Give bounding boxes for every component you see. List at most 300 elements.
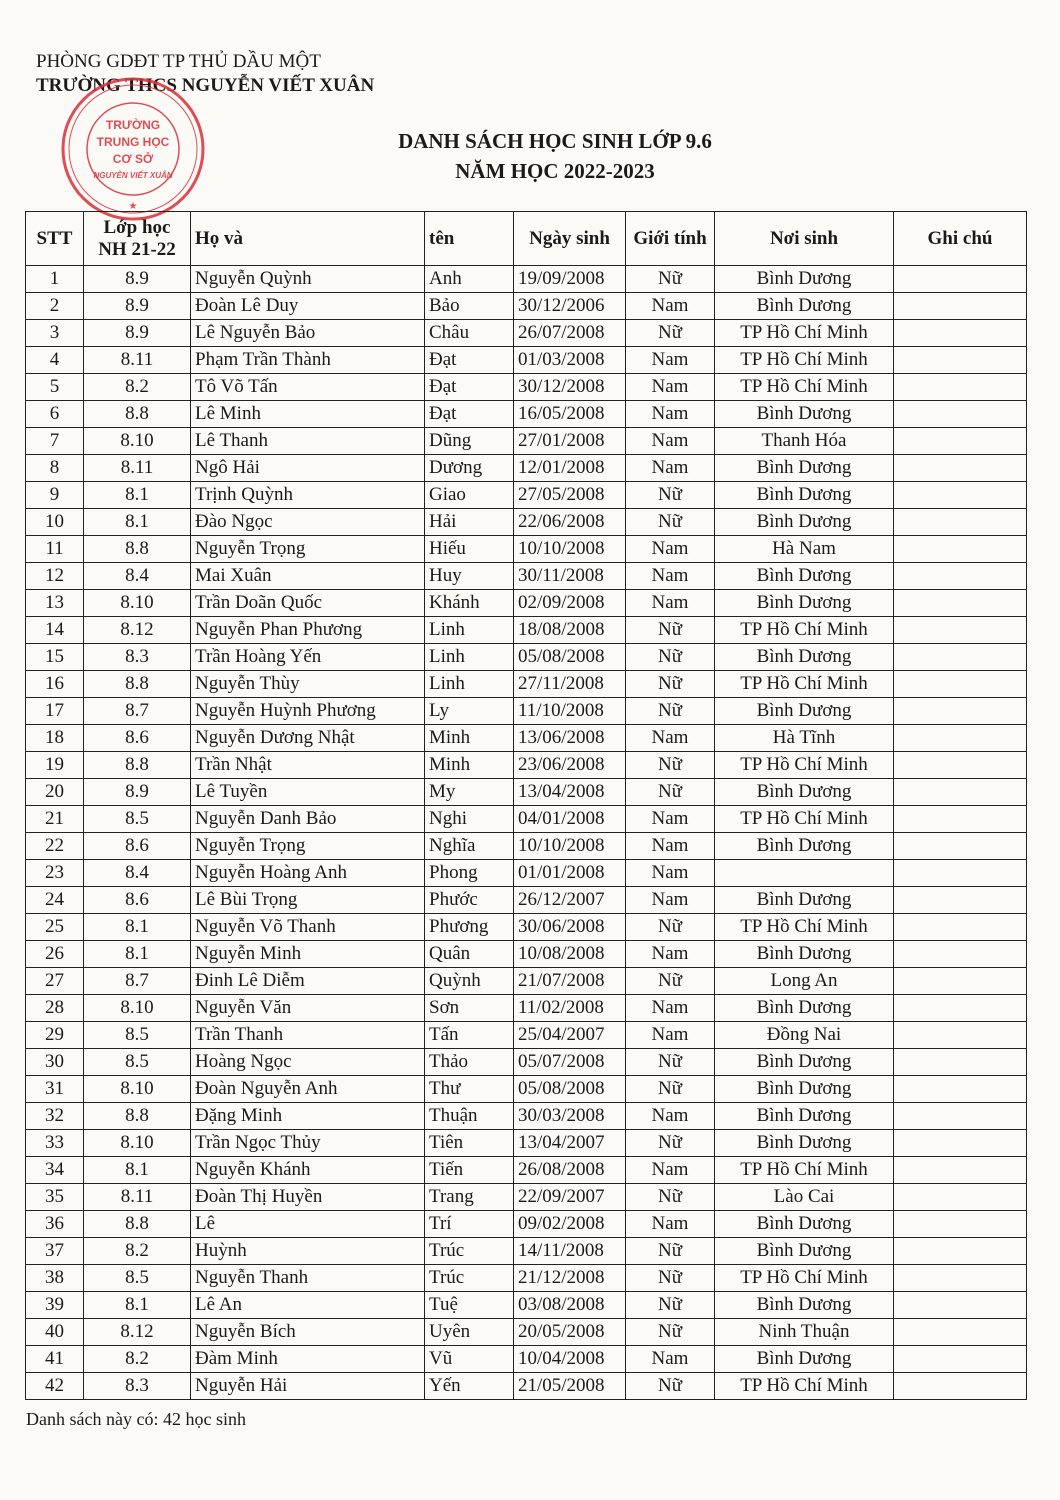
cell-gender: Nữ — [626, 482, 715, 509]
cell-given-name: Quỳnh — [425, 968, 514, 995]
cell-date-of-birth: 09/02/2008 — [514, 1211, 626, 1238]
cell-previous-class: 8.5 — [84, 1265, 191, 1292]
cell-previous-class: 8.1 — [84, 1157, 191, 1184]
cell-note — [894, 401, 1027, 428]
cell-surname: Trần Doãn Quốc — [191, 590, 425, 617]
cell-birthplace: Lào Cai — [715, 1184, 894, 1211]
cell-note — [894, 1319, 1027, 1346]
cell-note — [894, 1373, 1027, 1400]
table-row — [26, 293, 1027, 320]
cell-birthplace: Bình Dương — [715, 590, 894, 617]
table-row — [26, 563, 1027, 590]
cell-previous-class: 8.6 — [84, 887, 191, 914]
cell-gender: Nữ — [626, 671, 715, 698]
cell-stt: 33 — [26, 1130, 84, 1157]
cell-note — [894, 644, 1027, 671]
cell-given-name: Đạt — [425, 347, 514, 374]
cell-date-of-birth: 04/01/2008 — [514, 806, 626, 833]
table-row — [26, 1130, 1027, 1157]
cell-note — [894, 509, 1027, 536]
cell-previous-class: 8.3 — [84, 1373, 191, 1400]
cell-surname: Đào Ngọc — [191, 509, 425, 536]
cell-surname: Nguyễn Trọng — [191, 536, 425, 563]
cell-surname: Đàm Minh — [191, 1346, 425, 1373]
cell-birthplace: TP Hồ Chí Minh — [715, 1265, 894, 1292]
cell-birthplace: Bình Dương — [715, 995, 894, 1022]
cell-gender: Nam — [626, 590, 715, 617]
table-row — [26, 941, 1027, 968]
cell-surname: Tô Võ Tấn — [191, 374, 425, 401]
cell-birthplace: Bình Dương — [715, 401, 894, 428]
svg-text:NGUYỄN VIẾT XUÂN: NGUYỄN VIẾT XUÂN — [93, 171, 173, 180]
cell-note — [894, 536, 1027, 563]
cell-note — [894, 806, 1027, 833]
cell-date-of-birth: 26/12/2007 — [514, 887, 626, 914]
cell-note — [894, 914, 1027, 941]
cell-given-name: Anh — [425, 266, 514, 293]
cell-date-of-birth: 23/06/2008 — [514, 752, 626, 779]
cell-date-of-birth: 30/06/2008 — [514, 914, 626, 941]
cell-date-of-birth: 13/04/2007 — [514, 1130, 626, 1157]
cell-birthplace: Bình Dương — [715, 1238, 894, 1265]
title-line-1: DANH SÁCH HỌC SINH LỚP 9.6 — [398, 129, 712, 153]
document-title — [0, 126, 1060, 186]
cell-date-of-birth: 10/08/2008 — [514, 941, 626, 968]
cell-stt: 21 — [26, 806, 84, 833]
cell-given-name: Uyên — [425, 1319, 514, 1346]
cell-previous-class: 8.7 — [84, 698, 191, 725]
cell-surname: Lê Thanh — [191, 428, 425, 455]
cell-date-of-birth: 03/08/2008 — [514, 1292, 626, 1319]
cell-birthplace: Bình Dương — [715, 1049, 894, 1076]
cell-gender: Nữ — [626, 320, 715, 347]
table-row — [26, 482, 1027, 509]
table-row — [26, 401, 1027, 428]
cell-birthplace: Thanh Hóa — [715, 428, 894, 455]
header-class-line1: Lớp học — [103, 216, 171, 238]
cell-given-name: Châu — [425, 320, 514, 347]
cell-given-name: Thư — [425, 1076, 514, 1103]
cell-gender: Nữ — [626, 1049, 715, 1076]
cell-given-name: Tiên — [425, 1130, 514, 1157]
school-name: TRƯỜNG THCS NGUYỄN VIẾT XUÂN — [36, 75, 375, 96]
cell-surname: Lê Bùi Trọng — [191, 887, 425, 914]
cell-previous-class: 8.9 — [84, 293, 191, 320]
cell-birthplace: Bình Dương — [715, 455, 894, 482]
cell-gender: Nữ — [626, 266, 715, 293]
cell-birthplace: TP Hồ Chí Minh — [715, 347, 894, 374]
cell-birthplace: Bình Dương — [715, 293, 894, 320]
cell-previous-class: 8.6 — [84, 833, 191, 860]
cell-stt: 16 — [26, 671, 84, 698]
cell-surname: Nguyễn Võ Thanh — [191, 914, 425, 941]
cell-date-of-birth: 11/02/2008 — [514, 995, 626, 1022]
cell-stt: 26 — [26, 941, 84, 968]
cell-stt: 13 — [26, 590, 84, 617]
cell-birthplace: Bình Dương — [715, 482, 894, 509]
cell-stt: 3 — [26, 320, 84, 347]
table-row — [26, 1373, 1027, 1400]
cell-date-of-birth: 21/05/2008 — [514, 1373, 626, 1400]
cell-stt: 7 — [26, 428, 84, 455]
cell-surname: Ngô Hải — [191, 455, 425, 482]
cell-stt: 22 — [26, 833, 84, 860]
cell-previous-class: 8.5 — [84, 1049, 191, 1076]
cell-given-name: Sơn — [425, 995, 514, 1022]
cell-previous-class: 8.11 — [84, 455, 191, 482]
cell-stt: 5 — [26, 374, 84, 401]
cell-gender: Nam — [626, 860, 715, 887]
table-row — [26, 1211, 1027, 1238]
cell-birthplace: Bình Dương — [715, 779, 894, 806]
cell-date-of-birth: 20/05/2008 — [514, 1319, 626, 1346]
cell-previous-class: 8.10 — [84, 1076, 191, 1103]
cell-stt: 11 — [26, 536, 84, 563]
cell-gender: Nam — [626, 806, 715, 833]
svg-text:TRUNG HỌC: TRUNG HỌC — [96, 135, 170, 149]
cell-stt: 20 — [26, 779, 84, 806]
cell-gender: Nữ — [626, 1265, 715, 1292]
cell-date-of-birth: 01/01/2008 — [514, 860, 626, 887]
table-row — [26, 968, 1027, 995]
cell-stt: 4 — [26, 347, 84, 374]
cell-date-of-birth: 27/05/2008 — [514, 482, 626, 509]
cell-note — [894, 779, 1027, 806]
cell-note — [894, 347, 1027, 374]
cell-previous-class: 8.10 — [84, 1130, 191, 1157]
cell-previous-class: 8.2 — [84, 374, 191, 401]
cell-previous-class: 8.1 — [84, 914, 191, 941]
table-row — [26, 1319, 1027, 1346]
cell-gender: Nam — [626, 1022, 715, 1049]
cell-previous-class: 8.8 — [84, 1103, 191, 1130]
cell-previous-class: 8.12 — [84, 617, 191, 644]
cell-previous-class: 8.1 — [84, 941, 191, 968]
table-row — [26, 509, 1027, 536]
cell-note — [894, 320, 1027, 347]
cell-note — [894, 752, 1027, 779]
cell-gender: Nữ — [626, 1319, 715, 1346]
table-row — [26, 698, 1027, 725]
table-row — [26, 590, 1027, 617]
cell-gender: Nữ — [626, 1130, 715, 1157]
cell-previous-class: 8.5 — [84, 806, 191, 833]
cell-surname: Nguyễn Phan Phương — [191, 617, 425, 644]
cell-surname: Nguyễn Bích — [191, 1319, 425, 1346]
cell-birthplace: Bình Dương — [715, 887, 894, 914]
cell-surname: Đặng Minh — [191, 1103, 425, 1130]
cell-gender: Nữ — [626, 509, 715, 536]
table-row — [26, 725, 1027, 752]
cell-note — [894, 1130, 1027, 1157]
svg-text:CƠ SỞ: CƠ SỞ — [112, 152, 154, 166]
cell-given-name: Hải — [425, 509, 514, 536]
cell-previous-class: 8.4 — [84, 563, 191, 590]
cell-previous-class: 8.2 — [84, 1238, 191, 1265]
cell-birthplace: Bình Dương — [715, 644, 894, 671]
cell-given-name: Dũng — [425, 428, 514, 455]
cell-stt: 15 — [26, 644, 84, 671]
cell-given-name: Trang — [425, 1184, 514, 1211]
cell-note — [894, 1211, 1027, 1238]
cell-given-name: Quân — [425, 941, 514, 968]
cell-note — [894, 293, 1027, 320]
cell-note — [894, 266, 1027, 293]
cell-stt: 12 — [26, 563, 84, 590]
cell-previous-class: 8.11 — [84, 1184, 191, 1211]
cell-previous-class: 8.8 — [84, 401, 191, 428]
cell-note — [894, 563, 1027, 590]
cell-date-of-birth: 10/10/2008 — [514, 536, 626, 563]
cell-birthplace — [715, 860, 894, 887]
cell-birthplace: Đồng Nai — [715, 1022, 894, 1049]
cell-surname: Đinh Lê Diễm — [191, 968, 425, 995]
cell-stt: 31 — [26, 1076, 84, 1103]
cell-stt: 25 — [26, 914, 84, 941]
table-row — [26, 887, 1027, 914]
cell-surname: Huỳnh — [191, 1238, 425, 1265]
cell-note — [894, 590, 1027, 617]
cell-note — [894, 455, 1027, 482]
cell-birthplace: Bình Dương — [715, 509, 894, 536]
cell-gender: Nam — [626, 374, 715, 401]
cell-previous-class: 8.6 — [84, 725, 191, 752]
cell-birthplace: Bình Dương — [715, 833, 894, 860]
cell-previous-class: 8.8 — [84, 1211, 191, 1238]
cell-birthplace: Bình Dương — [715, 266, 894, 293]
cell-date-of-birth: 21/12/2008 — [514, 1265, 626, 1292]
cell-surname: Nguyễn Thùy — [191, 671, 425, 698]
cell-surname: Đoàn Nguyễn Anh — [191, 1076, 425, 1103]
cell-note — [894, 887, 1027, 914]
cell-date-of-birth: 05/07/2008 — [514, 1049, 626, 1076]
cell-previous-class: 8.9 — [84, 779, 191, 806]
cell-gender: Nữ — [626, 752, 715, 779]
cell-stt: 17 — [26, 698, 84, 725]
cell-surname: Nguyễn Thanh — [191, 1265, 425, 1292]
cell-birthplace: Bình Dương — [715, 1076, 894, 1103]
cell-date-of-birth: 14/11/2008 — [514, 1238, 626, 1265]
svg-text:★: ★ — [128, 201, 138, 212]
cell-surname: Trần Nhật — [191, 752, 425, 779]
table-row — [26, 1076, 1027, 1103]
cell-birthplace: TP Hồ Chí Minh — [715, 671, 894, 698]
cell-previous-class: 8.1 — [84, 1292, 191, 1319]
cell-given-name: Trúc — [425, 1238, 514, 1265]
cell-given-name: Linh — [425, 617, 514, 644]
cell-gender: Nam — [626, 833, 715, 860]
cell-date-of-birth: 02/09/2008 — [514, 590, 626, 617]
header-surname: Họ và — [191, 212, 425, 266]
cell-note — [894, 860, 1027, 887]
cell-given-name: Bảo — [425, 293, 514, 320]
cell-date-of-birth: 05/08/2008 — [514, 644, 626, 671]
cell-date-of-birth: 30/12/2006 — [514, 293, 626, 320]
cell-note — [894, 1103, 1027, 1130]
cell-given-name: Phương — [425, 914, 514, 941]
cell-surname: Nguyễn Dương Nhật — [191, 725, 425, 752]
cell-previous-class: 8.8 — [84, 671, 191, 698]
cell-note — [894, 482, 1027, 509]
cell-stt: 35 — [26, 1184, 84, 1211]
cell-given-name: Linh — [425, 644, 514, 671]
cell-note — [894, 428, 1027, 455]
table-row — [26, 1265, 1027, 1292]
cell-gender: Nữ — [626, 1373, 715, 1400]
cell-surname: Phạm Trần Thành — [191, 347, 425, 374]
table-row — [26, 1292, 1027, 1319]
table-row — [26, 617, 1027, 644]
cell-stt: 38 — [26, 1265, 84, 1292]
cell-surname: Nguyễn Khánh — [191, 1157, 425, 1184]
table-row — [26, 455, 1027, 482]
cell-note — [894, 1157, 1027, 1184]
cell-stt: 29 — [26, 1022, 84, 1049]
cell-surname: Trần Thanh — [191, 1022, 425, 1049]
cell-gender: Nam — [626, 455, 715, 482]
cell-birthplace: Bình Dương — [715, 1130, 894, 1157]
table-row — [26, 779, 1027, 806]
cell-given-name: Tấn — [425, 1022, 514, 1049]
table-row — [26, 995, 1027, 1022]
title-line-2: NĂM HỌC 2022-2023 — [455, 159, 655, 183]
cell-gender: Nam — [626, 347, 715, 374]
cell-date-of-birth: 01/03/2008 — [514, 347, 626, 374]
cell-gender: Nam — [626, 1103, 715, 1130]
cell-given-name: My — [425, 779, 514, 806]
cell-date-of-birth: 10/10/2008 — [514, 833, 626, 860]
table-row — [26, 320, 1027, 347]
cell-date-of-birth: 11/10/2008 — [514, 698, 626, 725]
cell-stt: 23 — [26, 860, 84, 887]
table-row — [26, 860, 1027, 887]
cell-date-of-birth: 16/05/2008 — [514, 401, 626, 428]
cell-birthplace: TP Hồ Chí Minh — [715, 914, 894, 941]
cell-stt: 9 — [26, 482, 84, 509]
cell-birthplace: TP Hồ Chí Minh — [715, 374, 894, 401]
header-gender: Giới tính — [626, 212, 715, 266]
cell-note — [894, 968, 1027, 995]
cell-given-name: Hiếu — [425, 536, 514, 563]
cell-note — [894, 1022, 1027, 1049]
cell-note — [894, 617, 1027, 644]
header-previous-class — [84, 212, 191, 266]
cell-date-of-birth: 30/11/2008 — [514, 563, 626, 590]
cell-given-name: Huy — [425, 563, 514, 590]
table-row — [26, 752, 1027, 779]
cell-given-name: Yến — [425, 1373, 514, 1400]
cell-gender: Nữ — [626, 617, 715, 644]
student-roster-table — [25, 211, 1027, 1400]
table-row — [26, 347, 1027, 374]
table-body — [26, 266, 1027, 1400]
cell-previous-class: 8.2 — [84, 1346, 191, 1373]
cell-date-of-birth: 19/09/2008 — [514, 266, 626, 293]
table-row — [26, 1238, 1027, 1265]
cell-given-name: Tuệ — [425, 1292, 514, 1319]
cell-gender: Nữ — [626, 779, 715, 806]
cell-date-of-birth: 13/04/2008 — [514, 779, 626, 806]
cell-gender: Nam — [626, 887, 715, 914]
table-row — [26, 428, 1027, 455]
cell-previous-class: 8.9 — [84, 320, 191, 347]
header-stt: STT — [26, 212, 84, 266]
table-row — [26, 1184, 1027, 1211]
cell-gender: Nữ — [626, 1184, 715, 1211]
cell-date-of-birth: 26/07/2008 — [514, 320, 626, 347]
cell-surname: Lê Minh — [191, 401, 425, 428]
cell-previous-class: 8.1 — [84, 509, 191, 536]
cell-previous-class: 8.10 — [84, 995, 191, 1022]
cell-date-of-birth: 30/03/2008 — [514, 1103, 626, 1130]
cell-birthplace: Hà Nam — [715, 536, 894, 563]
cell-gender: Nam — [626, 536, 715, 563]
cell-note — [894, 1076, 1027, 1103]
cell-given-name: Thuận — [425, 1103, 514, 1130]
table-row — [26, 266, 1027, 293]
cell-note — [894, 698, 1027, 725]
cell-birthplace: TP Hồ Chí Minh — [715, 1373, 894, 1400]
cell-given-name: Vũ — [425, 1346, 514, 1373]
cell-birthplace: TP Hồ Chí Minh — [715, 617, 894, 644]
cell-surname: Nguyễn Hải — [191, 1373, 425, 1400]
table-row — [26, 536, 1027, 563]
table-row — [26, 1103, 1027, 1130]
cell-surname: Nguyễn Văn — [191, 995, 425, 1022]
cell-stt: 39 — [26, 1292, 84, 1319]
table-header-row — [26, 212, 1027, 266]
cell-surname: Nguyễn Huỳnh Phương — [191, 698, 425, 725]
cell-given-name: Nghĩa — [425, 833, 514, 860]
cell-gender: Nữ — [626, 1238, 715, 1265]
cell-note — [894, 374, 1027, 401]
table-row — [26, 914, 1027, 941]
cell-surname: Mai Xuân — [191, 563, 425, 590]
cell-given-name: Dương — [425, 455, 514, 482]
cell-gender: Nữ — [626, 644, 715, 671]
table-row — [26, 644, 1027, 671]
cell-birthplace: Bình Dương — [715, 1211, 894, 1238]
cell-birthplace: Ninh Thuận — [715, 1319, 894, 1346]
cell-gender: Nữ — [626, 1292, 715, 1319]
cell-date-of-birth: 21/07/2008 — [514, 968, 626, 995]
svg-text:TRƯỜNG: TRƯỜNG — [105, 118, 161, 132]
cell-gender: Nam — [626, 941, 715, 968]
cell-gender: Nam — [626, 293, 715, 320]
list-summary: Danh sách này có: 42 học sinh — [26, 1409, 246, 1429]
cell-given-name: Giao — [425, 482, 514, 509]
cell-stt: 6 — [26, 401, 84, 428]
cell-birthplace: Bình Dương — [715, 698, 894, 725]
cell-given-name: Trúc — [425, 1265, 514, 1292]
cell-birthplace: TP Hồ Chí Minh — [715, 806, 894, 833]
cell-note — [894, 671, 1027, 698]
cell-stt: 24 — [26, 887, 84, 914]
cell-date-of-birth: 22/09/2007 — [514, 1184, 626, 1211]
cell-birthplace: Bình Dương — [715, 563, 894, 590]
cell-date-of-birth: 05/08/2008 — [514, 1076, 626, 1103]
cell-given-name: Đạt — [425, 374, 514, 401]
header-note: Ghi chú — [894, 212, 1027, 266]
table-row — [26, 1346, 1027, 1373]
cell-gender: Nữ — [626, 698, 715, 725]
cell-given-name: Phong — [425, 860, 514, 887]
cell-previous-class: 8.8 — [84, 536, 191, 563]
cell-previous-class: 8.10 — [84, 590, 191, 617]
cell-gender: Nữ — [626, 1076, 715, 1103]
cell-surname: Trần Hoàng Yến — [191, 644, 425, 671]
cell-note — [894, 725, 1027, 752]
